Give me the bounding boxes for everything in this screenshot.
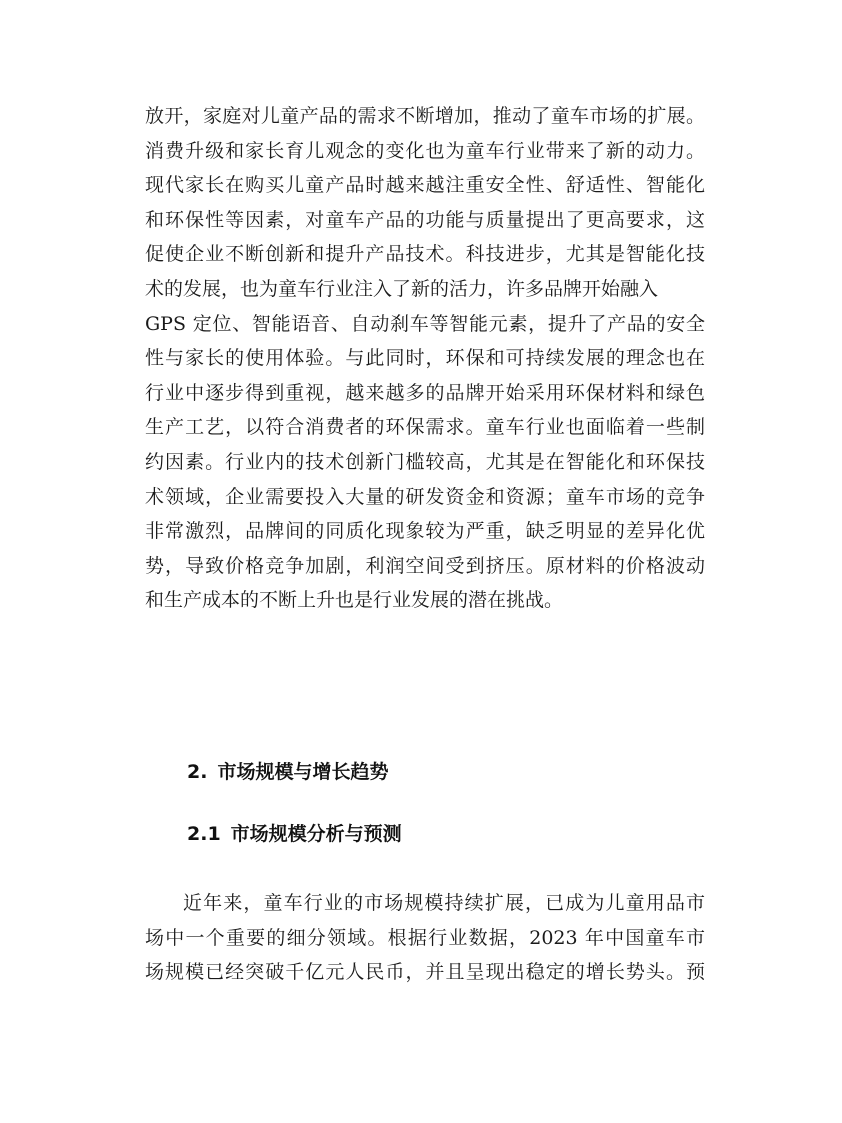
text-line: 促使企业不断创新和提升产品技术。科技进步，尤其是智能化技 xyxy=(145,243,705,266)
section-title: 市场规模分析与预测 xyxy=(230,823,402,845)
section-heading-2 xyxy=(187,760,388,784)
text-line: 近年来，童车行业的市场规模持续扩展，已成为儿童用品市 xyxy=(183,892,705,914)
text-line: 生产工艺，以符合消费者的环保需求。童车行业也面临着一些制 xyxy=(145,416,705,439)
section-title: 市场规模与增长趋势 xyxy=(217,761,389,783)
text-line: 场中一个重要的细分领域。根据行业数据，2023 年中国童车市 xyxy=(145,926,705,949)
text-line: 放开，家庭对儿童产品的需求不断增加，推动了童车市场的扩展。 xyxy=(145,105,705,127)
text-line: 消费升级和家长育儿观念的变化也为童车行业带来了新的动力。 xyxy=(145,139,705,162)
text-line: 势，导致价格竞争加剧，利润空间受到挤压。原材料的价格波动 xyxy=(145,554,705,577)
section-number: 2.1 xyxy=(187,823,221,845)
text-line: 术领域，企业需要投入大量的研发资金和资源；童车市场的竞争 xyxy=(145,485,705,508)
text-line: 术的发展，也为童车行业注入了新的活力，许多品牌开始融入 xyxy=(145,277,659,300)
section-heading-2-1 xyxy=(187,822,402,846)
section-number: 2. xyxy=(187,761,208,783)
text-line: 约因素。行业内的技术创新门槛较高，尤其是在智能化和环保技 xyxy=(145,450,705,473)
text-line: 非常激烈，品牌间的同质化现象较为严重，缺乏明显的差异化优 xyxy=(145,520,705,543)
text-line: 行业中逐步得到重视，越来越多的品牌开始采用环保材料和绿色 xyxy=(145,381,705,404)
text-line: 和生产成本的不断上升也是行业发展的潜在挑战。 xyxy=(145,589,564,612)
text-line: 场规模已经突破千亿元人民币，并且呈现出稳定的增长势头。预 xyxy=(145,961,705,984)
body-paragraph-2 xyxy=(145,886,705,990)
text-line: 和环保性等因素，对童车产品的功能与质量提出了更高要求，这 xyxy=(145,208,705,231)
body-paragraph-1 xyxy=(145,99,705,618)
text-line: 性与家长的使用体验。与此同时，环保和可持续发展的理念也在 xyxy=(145,347,705,370)
text-line: 现代家长在购买儿童产品时越来越注重安全性、舒适性、智能化 xyxy=(145,174,705,197)
text-line: GPS 定位、智能语音、自动刹车等智能元素，提升了产品的安全 xyxy=(145,312,705,335)
